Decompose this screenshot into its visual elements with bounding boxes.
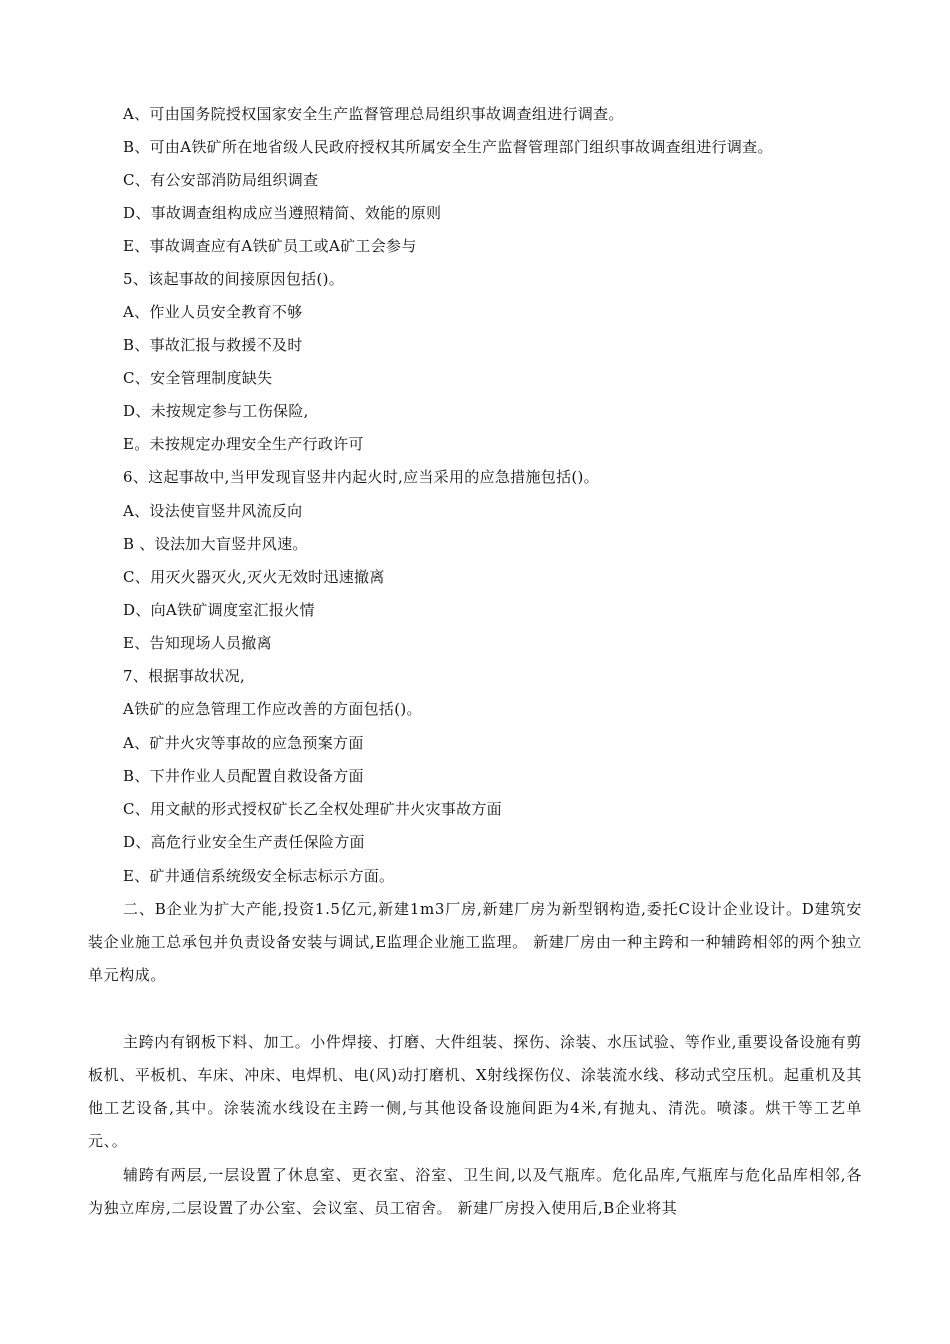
text-line: C、用灭火器灭火,灭火无效时迅速撤离 (123, 568, 385, 586)
text-line: B、事故汇报与救援不及时 (123, 336, 303, 354)
text-line: D、向A铁矿调度室汇报火情 (123, 601, 315, 619)
question-7: 7、根据事故状况, (123, 667, 246, 685)
text-line: E、告知现场人员撤离 (123, 634, 272, 652)
text-line: A、可由国务院授权国家安全生产监督管理总局组织事故调查组进行调查。 (123, 105, 624, 123)
text-line: C、有公安部消防局组织调查 (123, 171, 319, 189)
text-line: C、安全管理制度缺失 (123, 369, 273, 387)
question-6: 6、这起事故中,当甲发现盲竖井内起火时,应当采用的应急措施包括()。 (123, 468, 599, 486)
text-line: D、事故调查组构成应当遵照精简、效能的原则 (123, 204, 442, 222)
text-line: E、事故调查应有A铁矿员工或A矿工会参与 (123, 237, 417, 255)
question-5: 5、该起事故的间接原因包括()。 (123, 270, 345, 288)
text-line: E、矿井通信系统级安全标志标示方面。 (123, 867, 395, 885)
text-line: D、未按规定参与工伤保险, (123, 402, 309, 420)
text-line: C、用文献的形式授权矿长乙全权处理矿井火灾事故方面 (123, 800, 502, 818)
text-line: B、可由A铁矿所在地省级人民政府授权其所属安全生产监督管理部门组织事故调查组进行调查。 (123, 138, 773, 156)
text-line: B、下井作业人员配置自救设备方面 (123, 767, 364, 785)
text-line: A、矿井火灾等事故的应急预案方面 (123, 734, 364, 752)
text-line: A铁矿的应急管理工作应改善的方面包括()。 (123, 700, 422, 718)
paragraph-main-span: 主跨内有钢板下料、加工。小件焊接、打磨、大件组装、探伤、涂装、水压试验、等作业,重要设备设施有剪板机、平板机、车床、冲床、电焊机、电(风)动打磨机、X射线探伤仪、涂装流水线、移动式空压机。起重机及其他工艺设备,其中。涂装流水线设在主跨一侧,与其他设备设施间距为4米,有抛丸、清洗。喷漆。烘干等工艺单元、。 (88, 1033, 862, 1150)
paragraph-aux-span: 辅跨有两层,一层设置了休息室、更衣室、浴室、卫生间,以及气瓶库。危化品库,气瓶库与危化品库相邻,各为独立库房,二层设置了办公室、会议室、员工宿舍。 新建厂房投入使用后,B企业将其 (88, 1166, 862, 1217)
text-line: A、设法使盲竖井风流反向 (123, 502, 303, 520)
paragraph-section-2: 二、B企业为扩大产能,投资1.5亿元,新建1m3厂房,新建厂房为新型钢构造,委托C设计企业设计。D建筑安装企业施工总承包并负责设备安装与调试,E监理企业施工监理。 新建厂房由一种主跨和一种辅跨相邻的两个独立单元构成。 (88, 900, 862, 984)
text-line: A、作业人员安全教育不够 (123, 303, 303, 321)
text-line: B 、设法加大盲竖井风速。 (123, 535, 308, 553)
text-line: E。未按规定办理安全生产行政许可 (123, 435, 364, 453)
text-line: D、高危行业安全生产责任保险方面 (123, 833, 365, 851)
